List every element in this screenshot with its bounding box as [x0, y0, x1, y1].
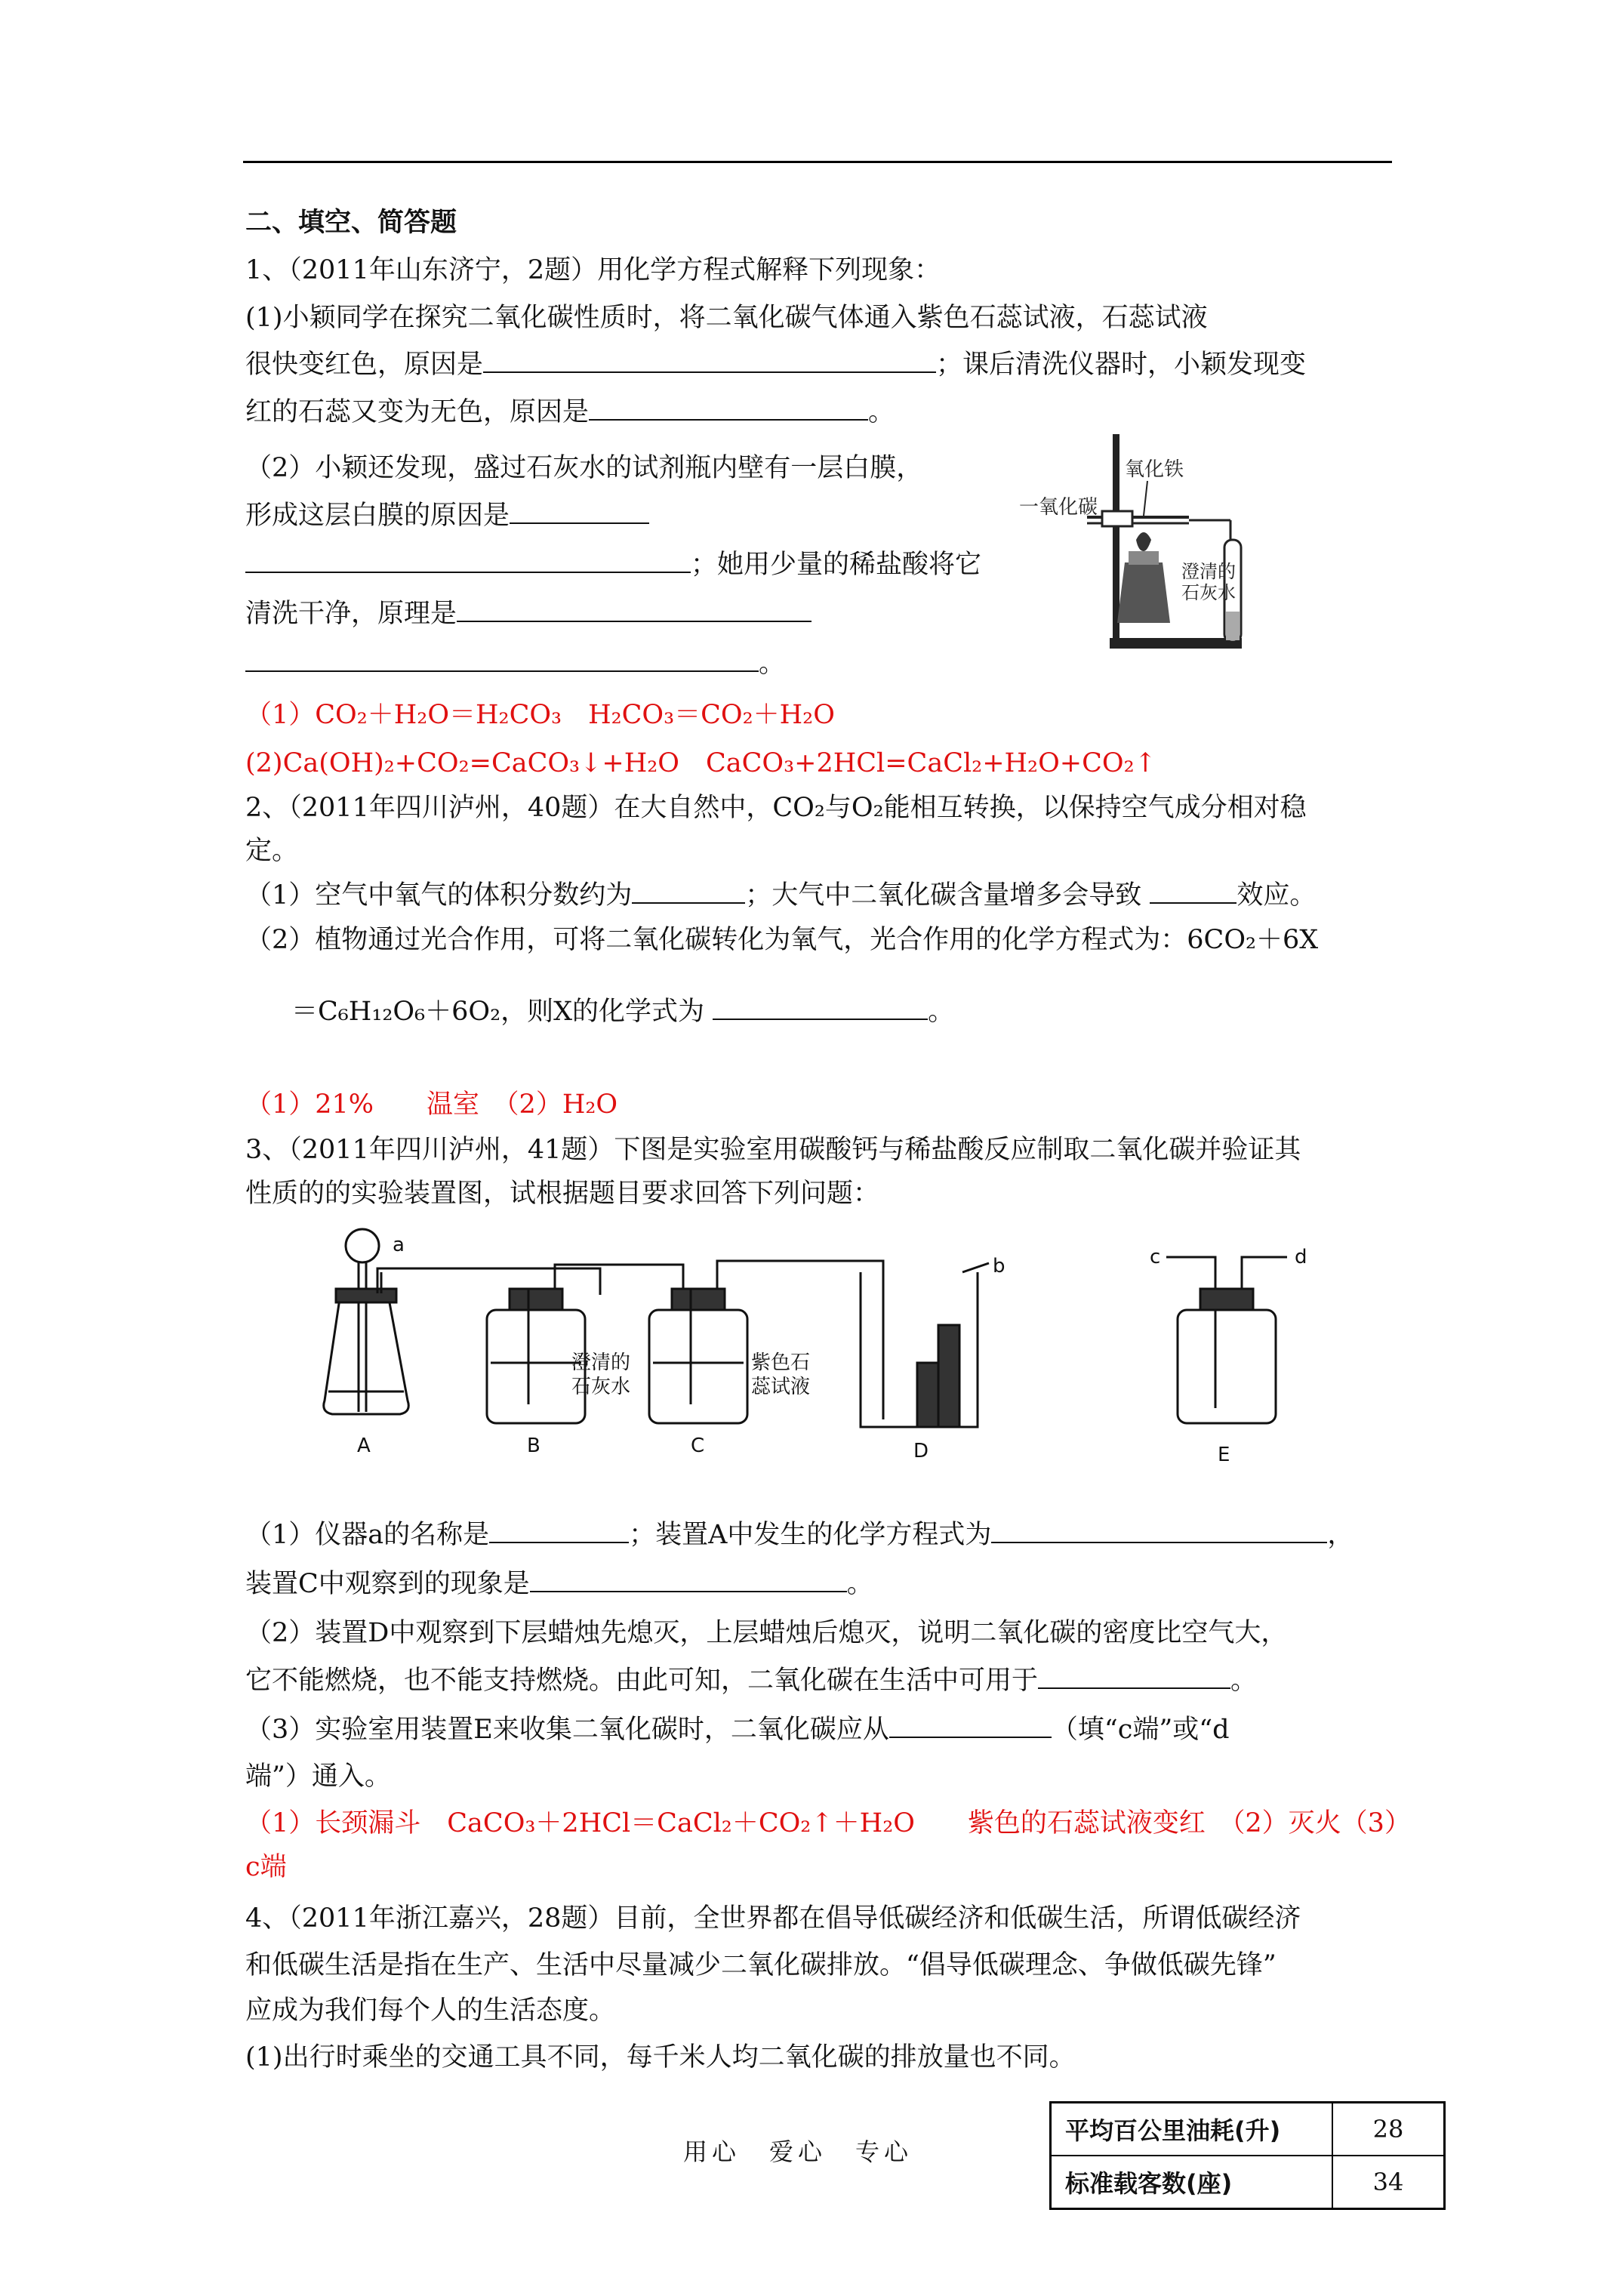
answer-blank[interactable] [1150, 878, 1236, 904]
q1-part2-line3: ；她用少量的稀盐酸将它 [245, 547, 981, 582]
q1-stem: 1、（2011年山东济宁，2题）用化学方程式解释下列现象： [245, 255, 941, 285]
label-B: B [527, 1435, 540, 1457]
q1-part2-line1: （2）小颖还发现，盛过石灰水的试剂瓶内壁有一层白膜， [245, 453, 923, 483]
answer-blank[interactable] [245, 547, 691, 573]
table-cell-label: 平均百公里油耗(升) [1051, 2103, 1333, 2156]
q2-part2-line2: ＝C₆H₁₂O₆＋6O₂，则X的化学式为 。 [291, 994, 954, 1029]
q3-answer-line2: c端 [245, 1852, 287, 1882]
vehicle-spec-table [1049, 2101, 1446, 2210]
q4-stem-line1: 4、（2011年浙江嘉兴，28题）目前，全世界都在倡导低碳经济和低碳生活，所谓低碳经济 [245, 1903, 1301, 1934]
q2-stem-line2: 定。 [245, 836, 299, 866]
answer-blank[interactable] [457, 596, 812, 622]
q3-part3-line2: 端”）通入。 [245, 1761, 391, 1792]
limewater-label-1: 澄清的 [571, 1351, 631, 1374]
limewater-label-2: 石灰水 [571, 1376, 631, 1398]
q1-part2-line5: 。 [245, 646, 785, 681]
answer-blank[interactable] [530, 1567, 847, 1592]
label-c: c [1150, 1246, 1161, 1268]
label-D: D [913, 1440, 929, 1462]
co-label: 一氧化碳 [1019, 496, 1098, 519]
q3-part1-line2: 装置C中观察到的现象是 。 [245, 1567, 873, 1601]
q2-part1: （1）空气中氧气的体积分数约为 ；大气中二氧化碳含量增多会导致 效应。 [245, 878, 1316, 913]
answer-blank[interactable] [713, 994, 928, 1020]
table-row [1051, 2103, 1445, 2156]
q1-part2-line4: 清洗干净，原理是 [245, 596, 812, 631]
q1-part2-line2: 形成这层白膜的原因是 [245, 498, 649, 533]
q3-stem-line1: 3、（2011年四川泸州，41题）下图是实验室用碳酸钙与稀盐酸反应制取二氧化碳并验证其 [245, 1135, 1301, 1165]
iron-oxide-label: 氧化铁 [1125, 458, 1184, 481]
q1-answer-2: (2)Ca(OH)₂+CO₂=CaCO₃↓+H₂O CaCO₃+2HCl=CaCl₂+H₂O+CO₂↑ [245, 748, 1156, 778]
label-b: b [993, 1255, 1006, 1277]
answer-blank[interactable] [632, 878, 745, 904]
q3-part2-line1: （2）装置D中观察到下层蜡烛先熄灭，上层蜡烛后熄灭，说明二氧化碳的密度比空气大， [245, 1618, 1288, 1648]
litmus-label-1: 紫色石 [751, 1351, 811, 1374]
q2-part2-line1: （2）植物通过光合作用，可将二氧化碳转化为氧气，光合作用的化学方程式为：6CO₂＋6X [245, 925, 1319, 955]
q4-part1: (1)出行时乘坐的交通工具不同，每千米人均二氧化碳的排放量也不同。 [245, 2042, 1076, 2073]
q3-part3-line1: （3）实验室用装置E来收集二氧化碳时，二氧化碳应从 （填“c端”或“d [245, 1712, 1230, 1747]
litmus-label-2: 蕊试液 [751, 1376, 811, 1398]
header-rule [243, 161, 1392, 163]
answer-blank[interactable] [483, 347, 936, 373]
limewater-label-1: 澄清的 [1181, 561, 1236, 582]
co2-apparatus-figure [306, 1227, 1317, 1491]
q1-part1-line1: (1)小颖同学在探究二氧化碳性质时，将二氧化碳气体通入紫色石蕊试液，石蕊试液 [245, 303, 1208, 333]
answer-blank[interactable] [245, 646, 759, 672]
table-row [1051, 2156, 1445, 2209]
label-C: C [691, 1435, 705, 1457]
q1-part1-line2: 很快变红色，原因是 ；课后清洗仪器时，小颖发现变 [245, 347, 1306, 382]
label-A: A [357, 1435, 371, 1457]
answer-blank[interactable] [589, 395, 868, 421]
answer-blank[interactable] [1038, 1663, 1230, 1689]
q2-stem-line1: 2、（2011年四川泸州，40题）在大自然中，CO₂与O₂能相互转换，以保持空气成分相对稳 [245, 793, 1307, 823]
page-footer: 用心 爱心 专心 [683, 2137, 913, 2166]
answer-blank[interactable] [991, 1518, 1327, 1543]
q3-answer-line1: （1）长颈漏斗 CaCO₃＋2HCl＝CaCl₂＋CO₂↑＋H₂O 紫色的石蕊试液变红 （2）灭火（3） [245, 1808, 1411, 1838]
q3-part2-line2: 它不能燃烧，也不能支持燃烧。由此可知，二氧化碳在生活中可用于 。 [245, 1663, 1257, 1698]
table-cell-label: 标准载客数(座) [1051, 2156, 1333, 2209]
q4-stem-line3: 应成为我们每个人的生活态度。 [245, 1996, 616, 2026]
table-cell-value: 34 [1332, 2156, 1445, 2209]
answer-blank[interactable] [510, 498, 649, 524]
answer-blank[interactable] [489, 1518, 629, 1543]
answer-blank[interactable] [889, 1712, 1052, 1738]
q3-stem-line2: 性质的的实验装置图，试根据题目要求回答下列问题： [245, 1179, 880, 1209]
q4-stem-line2: 和低碳生活是指在生产、生活中尽量减少二氧化碳排放。“倡导低碳理念、争做低碳先锋” [245, 1950, 1277, 1980]
label-E: E [1218, 1444, 1230, 1466]
q1-part1-line3: 红的石蕊又变为无色，原因是 。 [245, 395, 895, 430]
section-title: 二、填空、简答题 [245, 207, 457, 238]
co-reduction-apparatus-figure [1012, 427, 1261, 657]
label-d: d [1295, 1246, 1307, 1268]
q2-answer: （1）21% 温室 （2）H₂O [245, 1089, 618, 1120]
q3-part1-line1: （1）仪器a的名称是 ；装置A中发生的化学方程式为 ， [245, 1518, 1354, 1552]
limewater-label-2: 石灰水 [1181, 582, 1236, 603]
label-a: a [393, 1234, 405, 1256]
table-cell-value: 28 [1332, 2103, 1445, 2156]
q1-answer-1: （1）CO₂＋H₂O＝H₂CO₃ H₂CO₃＝CO₂＋H₂O [245, 700, 835, 730]
